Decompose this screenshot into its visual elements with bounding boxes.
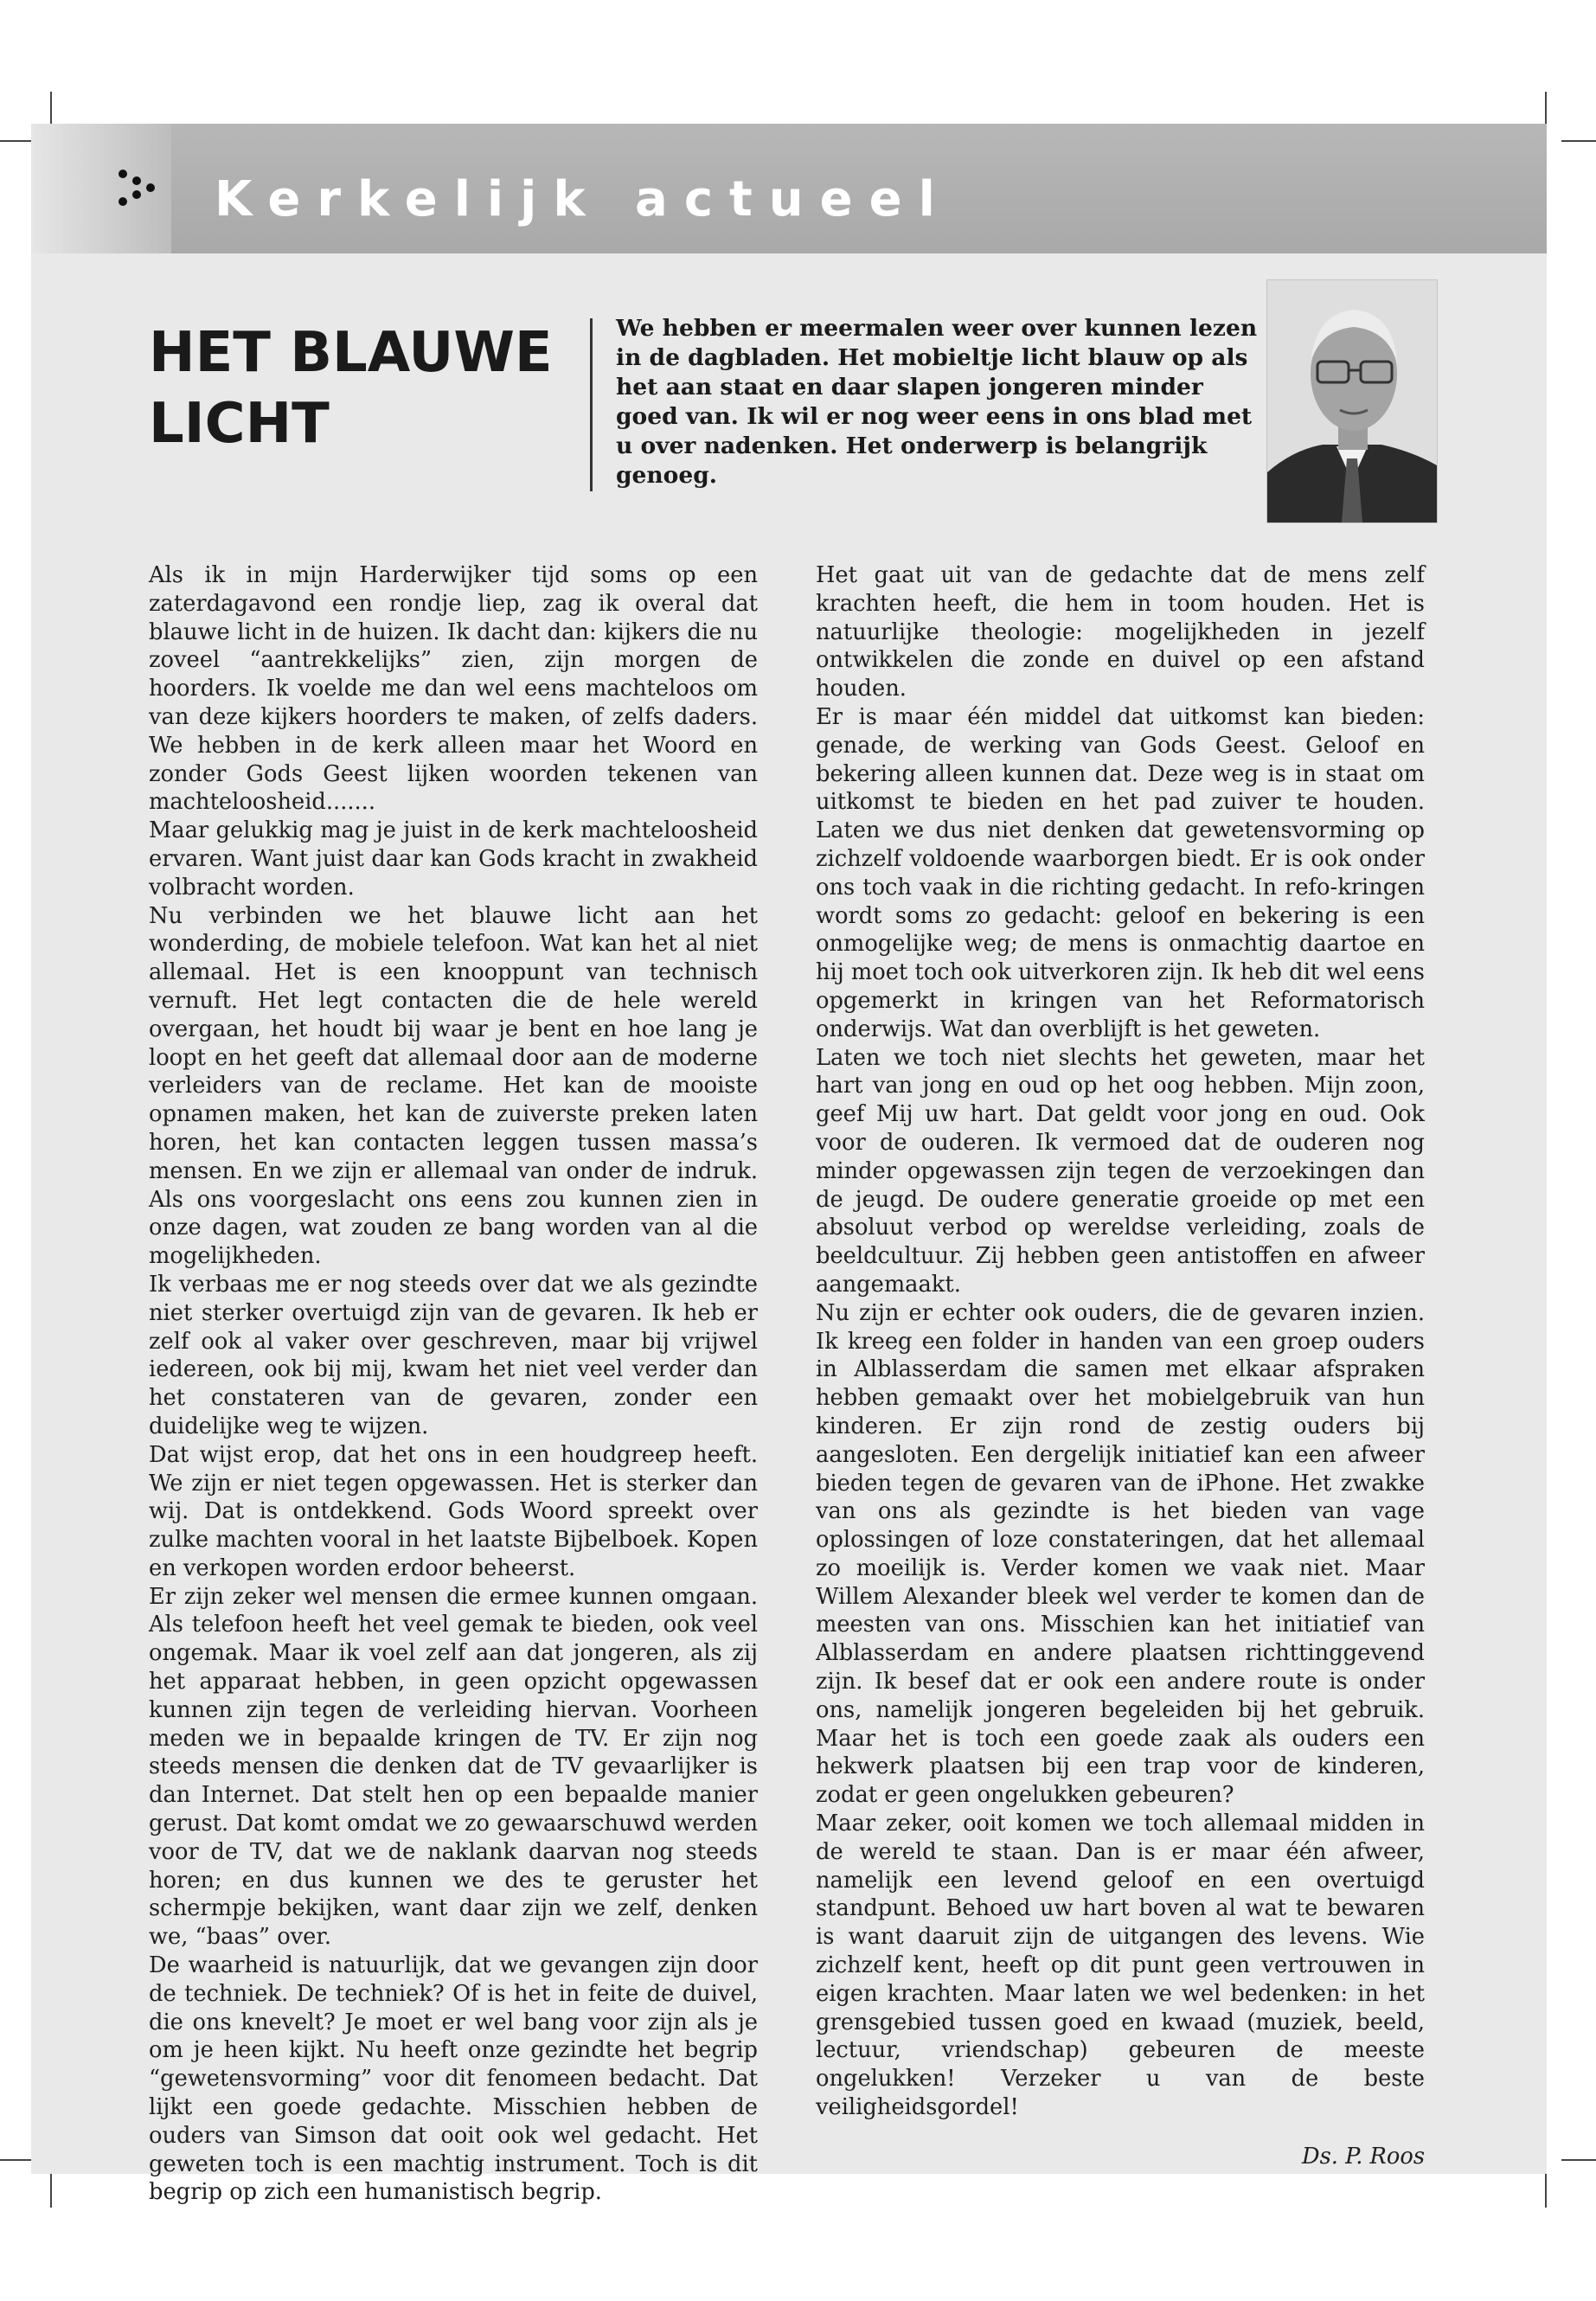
banner-side-panel (31, 124, 171, 253)
crop-mark (1561, 2159, 1596, 2161)
article-headline: HET BLAUWE LICHT (149, 321, 553, 456)
crop-mark (0, 2159, 35, 2161)
paragraph: Maar gelukkig mag je juist in de kerk machteloosheid ervaren. Want juist daar kan Gods kracht in zwakheid volbracht worden. (149, 817, 758, 901)
section-banner (31, 124, 1547, 253)
paragraph: Ik verbaas me er nog steeds over dat we als gezindte niet sterker overtuigd zijn van de gevaren. Ik heb er zelf ook al vaker over geschreven, maar bij vrijwel iedereen, ook bij mij, kwam het niet veel verder dan het constateren van de gevaren, zonder een duidelijke weg te wijzen. (149, 1271, 758, 1439)
crop-mark (1545, 2173, 1547, 2208)
crop-mark (50, 2173, 52, 2208)
paragraph: Het gaat uit van de gedachte dat de mens zelf krachten heeft, die hem in toom houden. Het is natuurlijke theologie: mogelijkheden in jezelf ontwikkelen die zonde en duivel op een afstand houden. (816, 562, 1425, 702)
article-column-right (816, 561, 1425, 2171)
paragraph: De waarheid is natuurlijk, dat we gevangen zijn door de techniek. De techniek? Of is het in feite de duivel, die ons knevelt? Je moet er wel bang voor zijn als je om je heen kijkt. Nu heeft onze gezindte het begrip “gewetensvorming” voor dit fenomeen bedacht. Dat lijkt een goede gedachte. Misschien hebben de ouders van Simson dat ooit ook wel gedacht. Het geweten toch is een machtig instrument. Toch is dit begrip op zich een humanistisch begrip. (149, 1952, 758, 2206)
article-intro: We hebben er meermalen weer over kunnen lezen in de dagbladen. Het mobieltje licht blauw op als het aan staat en daar slapen jongeren minder goed van. Ik wil er nog weer eens in ons blad met u over nadenken. Het onderwerp is belangrijk genoeg. (616, 315, 1258, 489)
crop-mark (1545, 92, 1547, 126)
paragraph: Maar zeker, ooit komen we toch allemaal midden in de wereld te staan. Dan is er maar één afweer, namelijk een levend geloof en een overtuigd standpunt. Behoed uw hart boven al wat te bewaren is want daaruit zijn de uitgangen des levens. Wie zichzelf kent, heeft op dit punt geen vertrouwen in eigen krachten. Maar laten we wel bedenken: in het grensgebied tussen goed en kwaad (muziek, beeld, lectuur, vriendschap) gebeuren de meeste ongelukken! Verzeker u van de beste veiligheidsgordel! (816, 1811, 1425, 2121)
paragraph: Nu zijn er echter ook ouders, die de gevaren inzien. Ik kreeg een folder in handen van een groep ouders in Alblasserdam die samen met elkaar afspraken hebben gemaakt over het mobielgebruik van hun kinderen. Er zijn rond de zestig ouders bij aangesloten. Een dergelijk initiatief kan een afweer bieden tegen de gevaren van de iPhone. Het zwakke van ons als gezindte is het bieden van vage oplossingen of loze constateringen, dat het allemaal zo moeilijk is. Verder komen we vaak niet. Maar Willem Alexander bleek wel verder te komen dan de meesten van ons. Misschien kan het initiatief van Alblasserdam en andere plaatsen richttinggevend zijn. Ik besef dat er ook een andere route is onder ons, namelijk jongeren begeleiden bij het gebruik. Maar het is toch een goede zaak als ouders een hekwerk plaatsen bij een trap voor de kinderen, zodat er geen ongelukken gebeuren? (816, 1299, 1425, 1809)
paragraph: Nu verbinden we het blauwe licht aan het wonderding, de mobiele telefoon. Wat kan het al niet allemaal. Het is een knooppunt van technisch vernuft. Het legt contacten die de hele wereld overgaan, het houdt bij waar je bent en hoe lang je loopt en het geeft dat allemaal door aan de moderne verleiders van de reclame. Het kan de mooiste opnamen maken, het kan de zuiverste preken laten horen, het kan contacten leggen tussen massa’s mensen. En we zijn er allemaal van onder de indruk. Als ons voorgeslacht ons eens zou kunnen zien in onze dagen, wat zouden ze bang worden van al die mogelijkheden. (149, 902, 758, 1270)
article-column-left (149, 561, 758, 2207)
paragraph: Dat wijst erop, dat het ons in een houdgreep heeft. We zijn er niet tegen opgewassen. Het is sterker dan wij. Dat is ontdekkend. Gods Woord spreekt over zulke machten vooral in het laatste Bijbelboek. Kopen en verkopen worden erdoor beheerst. (149, 1441, 758, 1581)
crop-mark (0, 140, 35, 142)
author-photo (1266, 279, 1438, 523)
paragraph: Laten we toch niet slechts het geweten, maar het hart van jong en oud op het oog hebben. Mijn zoon, geef Mij uw hart. Dat geldt voor jong en oud. Ook voor de ouderen. Ik vermoed dat de ouderen nog minder opgewassen zijn tegen de verzoekingen dan de jeugd. De oudere generatie groeide op met een absoluut verbod op wereldse verleiding, zoals de beeldcultuur. Zij hebben geen antistoffen en afweer aangemaakt. (816, 1044, 1425, 1298)
paragraph: Er is maar één middel dat uitkomst kan bieden: genade, de werking van Gods Geest. Geloof en bekering alleen kunnen dat. Deze weg is in staat om uitkomst te bieden en het pad zuiver te houden. Laten we dus niet denken dat gewetensvorming op zichzelf voldoende waarborgen biedt. Er is ook onder ons toch vaak in die richting gedacht. In refo-kringen wordt soms zo gedacht: geloof en bekering is een onmogelijke weg; de mens is onmachtig daartoe en hij moet toch ook uitverkoren zijn. Ik heb dit wel eens opgemerkt in kringen van het Reformatorisch onderwijs. Wat dan overblijft is het geweten. (816, 703, 1425, 1042)
paragraph: Er zijn zeker wel mensen die ermee kunnen omgaan. Als telefoon heeft het veel gemak te bieden, ook veel ongemak. Maar ik voel zelf aan dat jongeren, als zij het apparaat hebben, in geen opzicht opgewassen kunnen zijn tegen de verleiding hiervan. Voorheen meden we in bepaalde kringen de TV. Er zijn nog steeds mensen die denken dat de TV gevaarlijker is dan Internet. Dat stelt hen op een bepaalde manier gerust. Dat komt omdat we zo gewaarschuwd werden voor de TV, dat we de naklank daarvan nog steeds horen; en dus kunnen we des te geruster het schermpje bekijken, want daar zijn we zelf, denken we, “baas” over. (149, 1583, 758, 1951)
crop-mark (1561, 140, 1596, 142)
author-signature: Ds. P. Roos (1302, 2143, 1425, 2170)
magazine-page (31, 124, 1547, 2206)
paragraph: Als ik in mijn Harderwijker tijd soms op een zaterdagavond een rondje liep, zag ik overal dat blauwe licht in de huizen. Ik dacht dan: kijkers die nu zoveel “aantrekkelijks” zien, zijn morgen de hoorders. Ik voelde me dan wel eens machteloos om van deze kijkers hoorders te maken, of zelfs daders. We hebben in de kerk alleen maar het Woord en zonder Gods Geest lijken woorden tekenen van machteloosheid....... (149, 562, 758, 816)
crop-mark (50, 92, 52, 126)
dots-arrow-icon (116, 167, 159, 210)
section-title: Kerkelijk actueel (215, 171, 952, 228)
vertical-divider (590, 318, 593, 491)
